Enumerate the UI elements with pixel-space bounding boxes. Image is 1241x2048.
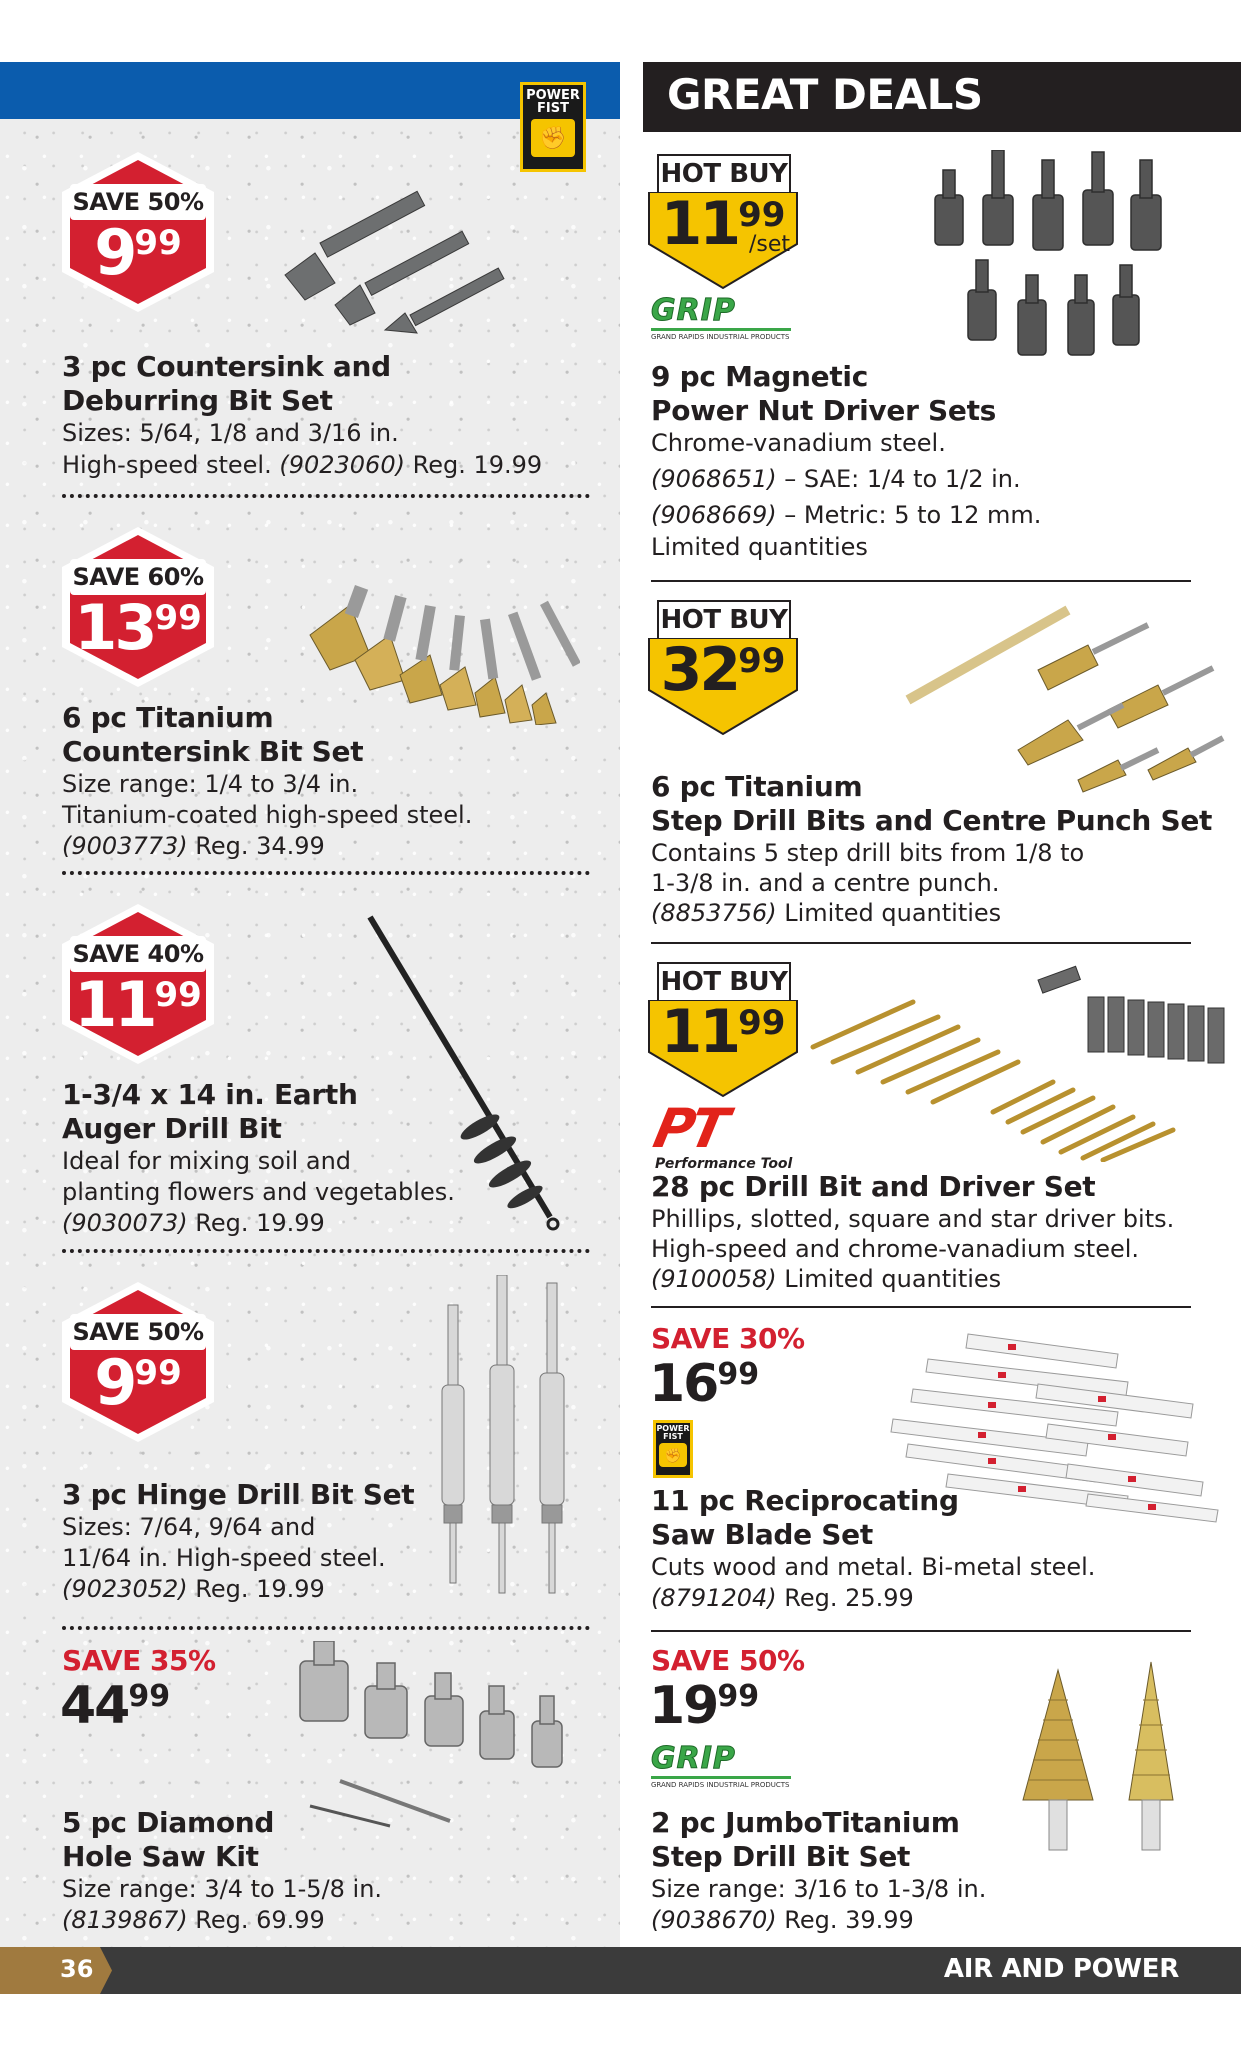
countersink-bits-image (275, 165, 505, 335)
desc-text: Limited quantities (784, 1265, 1002, 1293)
sku: (9068651) (651, 465, 777, 493)
divider (62, 1626, 590, 1630)
grip-logo-line (651, 328, 791, 331)
titanium-countersink-bits-image (300, 565, 580, 725)
jumbo-step-drill-bits-image (1003, 1660, 1203, 1860)
product-desc-line-1: Contains 5 step drill bits from 1/8 to (651, 839, 1085, 867)
product-desc-line-2 (62, 1905, 325, 1936)
product-desc-line-2: Titanium-coated high-speed steel. (62, 801, 473, 829)
step-drill-bits-image (888, 600, 1228, 800)
divider (651, 1306, 1191, 1308)
product-desc-line-4: Limited quantities (651, 533, 868, 561)
product-title-line-1: 11 pc Reciprocating (651, 1484, 959, 1517)
desc-text: – SAE: 1/4 to 1/2 in. (784, 465, 1021, 493)
hinge-drill-bits-image (430, 1275, 590, 1615)
divider (651, 1630, 1191, 1632)
price-dollars: 19 (649, 1676, 718, 1736)
product-diamond-hole-saw[interactable] (0, 1636, 620, 1936)
product-jumbo-titanium-step-drill[interactable] (643, 1640, 1241, 1940)
product-title-line-2: Hole Saw Kit (62, 1840, 259, 1873)
grip-logo-sub: GRAND RAPIDS INDUSTRIAL PRODUCTS (651, 333, 790, 341)
fist-icon: ✊ (659, 1443, 687, 1467)
power-fist-logo (653, 1420, 693, 1478)
product-title-line-1: 28 pc Drill Bit and Driver Set (651, 1170, 1096, 1203)
product-title-line-1: 6 pc Titanium (651, 770, 863, 803)
hot-buy-label: HOT BUY (657, 962, 791, 1002)
divider (62, 871, 590, 875)
desc-text: High-speed steel. (62, 451, 272, 479)
price-cents: 99 (717, 1679, 760, 1714)
product-desc-line-2 (651, 1583, 914, 1614)
product-title-line-2: Auger Drill Bit (62, 1112, 282, 1145)
price-cents: 99 (128, 1679, 171, 1714)
product-title-line-1: 5 pc Diamond (62, 1806, 275, 1839)
price-cents: 99 (134, 1353, 182, 1393)
product-desc-line-1: Size range: 3/16 to 1-3/8 in. (651, 1875, 987, 1903)
sku: (8853756) (651, 899, 777, 927)
hole-saw-kit-image (280, 1641, 600, 1851)
power-fist-logo-text: POWER FIST (656, 1424, 690, 1441)
price-dollars: 11 (74, 968, 155, 1041)
product-desc-line-1: Size range: 3/4 to 1-5/8 in. (62, 1875, 383, 1903)
product-desc-line-2 (651, 464, 1021, 495)
page-number: 36 (60, 1955, 94, 1983)
grip-logo-word: GRIP (651, 293, 736, 328)
price-cents: 99 (738, 195, 786, 235)
product-desc-line-3 (651, 1264, 1001, 1295)
save-label: SAVE 50% (70, 1314, 206, 1350)
grip-logo (651, 293, 791, 341)
page-number-tab (0, 1947, 112, 1994)
regular-price: Reg. 34.99 (195, 832, 325, 860)
desc-text: – Metric: 5 to 12 mm. (784, 501, 1042, 529)
product-desc-line-1: Phillips, slotted, square and star driver bits. (651, 1205, 1175, 1233)
product-title-line-1: 3 pc Hinge Drill Bit Set (62, 1478, 415, 1511)
product-title-line-1: 6 pc Titanium (62, 701, 274, 734)
regular-price: Reg. 39.99 (784, 1906, 914, 1934)
save-label: SAVE 50% (70, 184, 206, 220)
product-desc-line-1: Size range: 1/4 to 3/4 in. (62, 770, 359, 798)
price-cents: 99 (738, 641, 786, 681)
sale-badge (60, 1280, 216, 1444)
grip-logo-word: GRIP (651, 1741, 736, 1776)
hot-buy-badge (643, 600, 803, 740)
product-desc-line-1: Sizes: 5/64, 1/8 and 3/16 in. (62, 419, 399, 447)
grip-logo-sub: GRAND RAPIDS INDUSTRIAL PRODUCTS (651, 1781, 790, 1789)
product-title-line-2: Saw Blade Set (651, 1518, 873, 1551)
price-cents: 99 (738, 1003, 786, 1043)
sku: (9003773) (62, 832, 188, 860)
product-desc-line-3 (651, 898, 1001, 929)
product-title-line-2: Deburring Bit Set (62, 384, 333, 417)
nut-driver-set-image (923, 150, 1223, 390)
sku: (9023052) (62, 1575, 188, 1603)
product-drill-bit-driver-set[interactable] (643, 962, 1241, 1302)
price-per: /set (749, 232, 791, 257)
hot-buy-label: HOT BUY (657, 154, 791, 194)
divider (651, 942, 1191, 944)
regular-price: Reg. 19.99 (195, 1209, 325, 1237)
save-label: SAVE 50% (651, 1644, 805, 1677)
sku: (9068669) (651, 501, 777, 529)
fist-icon: ✊ (531, 119, 575, 157)
regular-price: Reg. 25.99 (784, 1584, 914, 1612)
product-desc-line-1: Cuts wood and metal. Bi-metal steel. (651, 1553, 1096, 1581)
sale-price (649, 1354, 760, 1414)
sale-price (653, 189, 793, 259)
hot-buy-badge (643, 962, 803, 1102)
price-cents: 99 (134, 223, 182, 263)
product-countersink-deburring[interactable] (0, 130, 620, 490)
save-label: SAVE 30% (651, 1322, 805, 1355)
regular-price: Reg. 69.99 (195, 1906, 325, 1934)
sale-badge (60, 902, 216, 1066)
desc-text: Limited quantities (784, 899, 1002, 927)
product-desc-line-1: Ideal for mixing soil and (62, 1147, 352, 1175)
product-earth-auger[interactable] (0, 882, 620, 1252)
price-dollars: 44 (60, 1676, 129, 1736)
sale-price (60, 968, 216, 1041)
price-cents: 99 (717, 1357, 760, 1392)
product-hinge-drill-bit[interactable] (0, 1260, 620, 1630)
grip-logo (651, 1741, 791, 1789)
hot-buy-label: HOT BUY (657, 600, 791, 640)
product-desc-line-2 (651, 1905, 914, 1936)
price-dollars: 32 (660, 635, 739, 705)
sale-price (60, 1676, 171, 1736)
sale-price (60, 1346, 216, 1419)
sku: (9100058) (651, 1265, 777, 1293)
product-desc-line-1: Sizes: 7/64, 9/64 and (62, 1513, 316, 1541)
product-desc-line-3 (651, 500, 1041, 531)
save-label: SAVE 60% (70, 559, 206, 595)
save-label: SAVE 35% (62, 1644, 216, 1677)
sku: (9030073) (62, 1209, 188, 1237)
product-desc-line-1: Chrome-vanadium steel. (651, 429, 946, 457)
sale-badge (60, 150, 216, 314)
drill-bit-driver-set-image (803, 962, 1233, 1162)
sale-badge (60, 525, 216, 689)
sale-price (60, 591, 216, 664)
product-desc-line-2: High-speed and chrome-vanadium steel. (651, 1235, 1140, 1263)
performance-tool-logo (648, 1097, 793, 1172)
price-dollars: 11 (660, 189, 739, 259)
product-title-line-1: 1-3/4 x 14 in. Earth (62, 1078, 358, 1111)
product-desc-line-2: 11/64 in. High-speed steel. (62, 1544, 386, 1572)
sku: (9023060) (279, 451, 405, 479)
divider (62, 1249, 590, 1253)
divider (62, 494, 590, 498)
price-dollars: 9 (94, 1346, 135, 1419)
product-desc-line-3 (62, 831, 325, 862)
regular-price: Reg. 19.99 (412, 451, 543, 479)
price-dollars: 13 (74, 591, 155, 664)
great-deals-title: GREAT DEALS (667, 70, 983, 119)
save-label: SAVE 40% (70, 936, 206, 972)
section-name: AIR AND POWER (943, 1954, 1179, 1984)
price-dollars: 16 (649, 1354, 718, 1414)
product-step-drill-centre-punch[interactable] (643, 600, 1241, 940)
product-desc-line-2: 1-3/8 in. and a centre punch. (651, 869, 1000, 897)
product-title-line-2: Step Drill Bit Set (651, 1840, 911, 1873)
product-titanium-countersink[interactable] (0, 505, 620, 865)
power-fist-logo-text: POWER FIST (526, 88, 580, 116)
sale-price (60, 216, 216, 289)
product-title-line-2: Countersink Bit Set (62, 735, 364, 768)
product-reciprocating-saw-blades[interactable] (643, 1316, 1241, 1636)
regular-price: Reg. 19.99 (195, 1575, 325, 1603)
product-title-line-1: 3 pc Countersink and (62, 350, 391, 383)
sale-price (653, 997, 793, 1067)
price-dollars: 11 (660, 997, 739, 1067)
product-title-line-1: 9 pc Magnetic (651, 360, 869, 393)
price-dollars: 9 (94, 216, 135, 289)
pt-logo-mark: PT (648, 1097, 731, 1160)
product-desc-line-3 (62, 1574, 325, 1605)
product-desc-line-2 (62, 450, 542, 481)
grip-logo-line (651, 1776, 791, 1779)
pt-logo-sub: Performance Tool (655, 1156, 793, 1172)
sku: (9038670) (651, 1906, 777, 1934)
product-desc-line-3 (62, 1208, 325, 1239)
sale-price (649, 1676, 760, 1736)
price-cents: 99 (154, 975, 202, 1015)
sale-price (653, 635, 793, 705)
product-title-line-1: 2 pc JumboTitanium (651, 1806, 960, 1839)
sku: (8791204) (651, 1584, 777, 1612)
product-title-line-2: Power Nut Driver Sets (651, 394, 997, 427)
divider (651, 580, 1191, 582)
price-cents: 99 (154, 598, 202, 638)
hot-buy-badge (643, 154, 803, 294)
product-nut-driver-sets[interactable] (643, 150, 1241, 570)
product-title-line-2: Step Drill Bits and Centre Punch Set (651, 804, 1213, 837)
product-desc-line-2: planting flowers and vegetables. (62, 1178, 455, 1206)
sku: (8139867) (62, 1906, 188, 1934)
